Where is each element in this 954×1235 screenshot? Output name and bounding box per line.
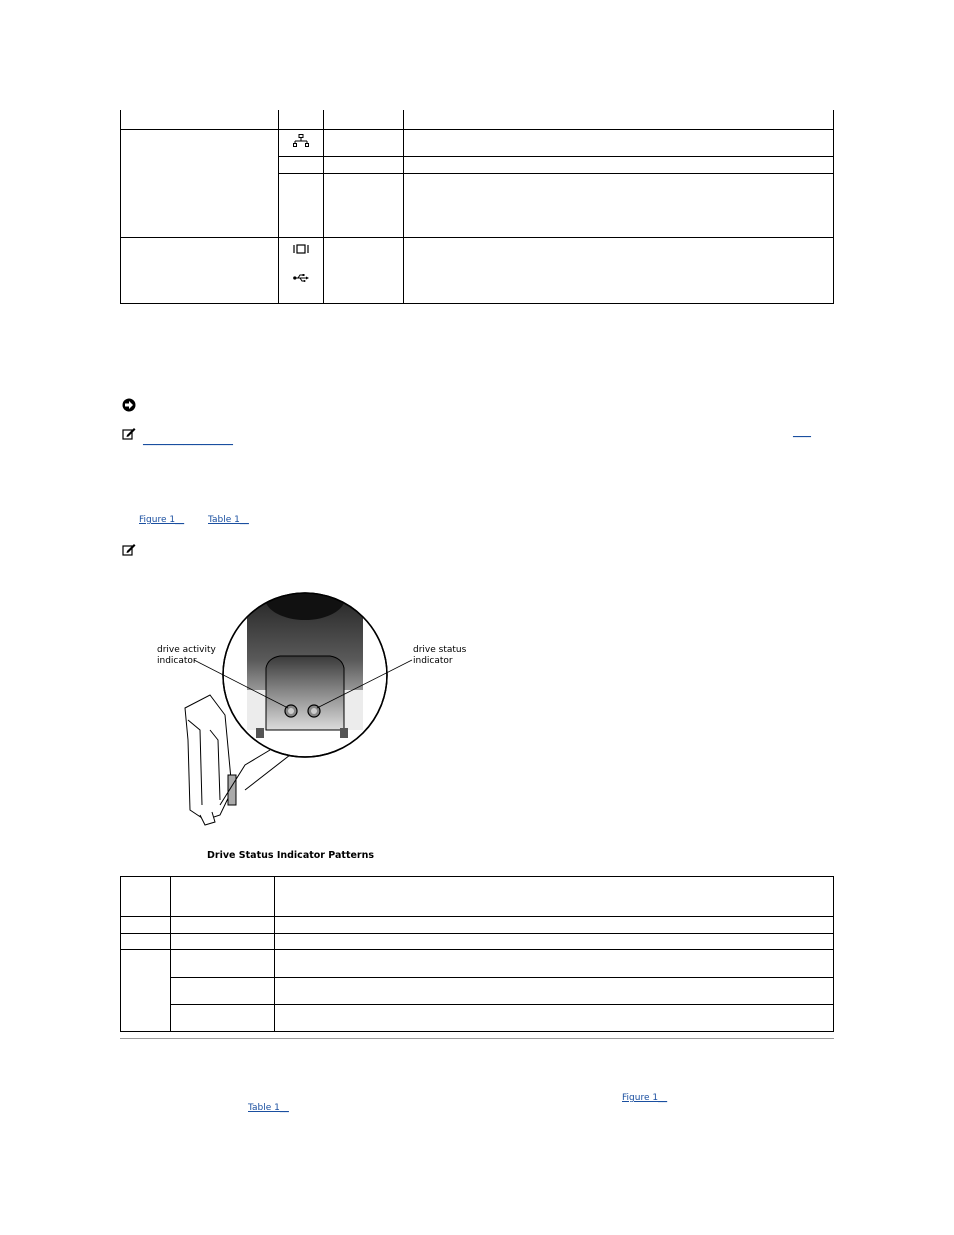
table-1-link-2[interactable]: Table 1__ — [248, 1103, 289, 1113]
section-divider — [120, 1038, 834, 1039]
table-cell — [171, 1005, 275, 1032]
drive-indicator-figure — [150, 590, 470, 830]
connector-table — [120, 110, 834, 304]
note-icon — [122, 427, 136, 440]
table-cell — [275, 978, 834, 1005]
table-cell — [404, 156, 834, 173]
usb-icon — [279, 273, 323, 283]
drive-activity-label — [157, 645, 216, 667]
label-line: indicator — [157, 656, 197, 666]
table-cell — [279, 237, 324, 303]
table-cell — [404, 237, 834, 303]
table-cell — [279, 110, 324, 129]
notice-link-continued[interactable]: ____________________ — [143, 436, 233, 446]
table-cell — [121, 877, 171, 917]
figure-1-link[interactable]: Figure 1__ — [139, 515, 185, 525]
table-cell — [275, 934, 834, 950]
table-cell — [404, 173, 834, 237]
table-cell — [279, 129, 324, 156]
notice-icon — [122, 398, 136, 412]
label-line: drive activity — [157, 645, 216, 655]
table-cell — [324, 110, 404, 129]
table-cell — [279, 156, 324, 173]
table-cell — [121, 934, 171, 950]
note-icon — [122, 543, 136, 556]
table-cell — [121, 110, 279, 129]
table-cell — [121, 950, 171, 1032]
table-cell — [404, 129, 834, 156]
table-1-link[interactable]: Table 1__ — [208, 515, 249, 525]
table-cell — [121, 129, 279, 237]
table-cell — [171, 950, 275, 978]
table-cell — [404, 110, 834, 129]
table-cell — [121, 237, 279, 303]
table-cell — [324, 173, 404, 237]
table-cell — [275, 1005, 834, 1032]
table-cell — [324, 129, 404, 156]
table-cell — [171, 877, 275, 917]
table-cell — [171, 917, 275, 934]
label-line: indicator — [413, 656, 453, 666]
table-cell — [171, 934, 275, 950]
figure-1-link-2[interactable]: Figure 1__ — [622, 1093, 668, 1103]
drive-status-table — [120, 876, 834, 1032]
table-cell — [171, 978, 275, 1005]
table-cell — [324, 237, 404, 303]
table-cell — [275, 950, 834, 978]
drive-status-label — [413, 645, 466, 667]
notice-link-end[interactable]: ____ — [793, 428, 811, 438]
video-icon — [279, 243, 323, 255]
label-line: drive status — [413, 645, 467, 655]
table-cell — [279, 173, 324, 237]
table-cell — [275, 917, 834, 934]
table-cell — [121, 917, 171, 934]
table-cell — [275, 877, 834, 917]
table-cell — [324, 156, 404, 173]
table-caption: Drive Status Indicator Patterns — [207, 850, 375, 861]
network-icon — [293, 134, 309, 148]
